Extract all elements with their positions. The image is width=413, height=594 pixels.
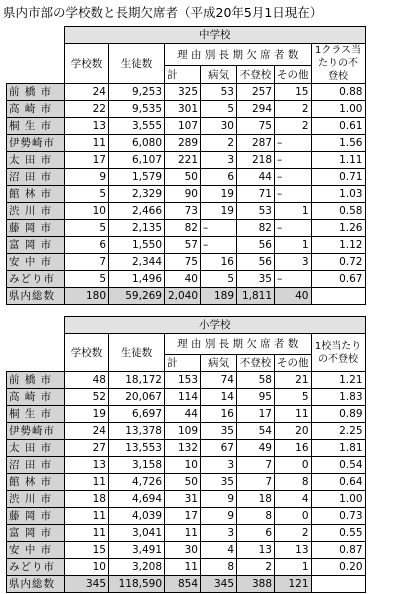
cell-truancy: 2 [237, 559, 275, 576]
city-name: 藤 岡 市 [7, 508, 65, 525]
table-row [7, 474, 366, 491]
table-row [7, 203, 366, 220]
cell-truancy: 7 [237, 474, 275, 491]
middle-school-table [6, 26, 366, 305]
cell-truancy: 95 [237, 389, 275, 406]
cell-schools: 10 [65, 203, 109, 220]
city-name: みどり市 [7, 271, 65, 288]
cell-illness: 5 [201, 101, 237, 118]
cell-other: 0 [275, 508, 312, 525]
cell-total: 11 [165, 559, 201, 576]
cell-students: 3,491 [109, 542, 165, 559]
cell-ratio: 0.87 [311, 542, 365, 559]
col-schools-header: 学校数 [65, 334, 109, 372]
cell-students: 6,107 [109, 152, 165, 169]
cell-total: 57 [165, 237, 201, 254]
cell-other: 1 [275, 237, 312, 254]
cell-total: 11 [165, 525, 201, 542]
cell-truancy: 17 [237, 406, 275, 423]
col-students-header: 生徒数 [109, 334, 165, 372]
cell-students: 2,344 [109, 254, 165, 271]
table-row [7, 423, 366, 440]
corner-blank [7, 317, 65, 372]
city-name: 太 田 市 [7, 440, 65, 457]
cell-students: 9,535 [109, 101, 165, 118]
cell-other: 2 [275, 118, 312, 135]
cell-illness: 74 [201, 372, 237, 389]
city-name: 高 崎 市 [7, 389, 65, 406]
cell-ratio: 1.00 [311, 101, 365, 118]
cell-illness: 16 [201, 406, 237, 423]
cell-other: 1 [275, 559, 312, 576]
table-row [7, 525, 366, 542]
cell-illness: 2 [201, 135, 237, 152]
cell-other: – [275, 186, 312, 203]
col-reason-group-header: 理 由 別 長 期 欠 席 者 数 [165, 44, 312, 66]
cell-schools: 10 [65, 559, 109, 576]
city-name: 前 橋 市 [7, 84, 65, 101]
col-other-header: その他 [275, 355, 312, 372]
cell-truancy: 56 [237, 237, 275, 254]
city-name: 館 林 市 [7, 474, 65, 491]
section-header-row [7, 317, 366, 334]
cell-students: 3,041 [109, 525, 165, 542]
cell-other: 11 [275, 406, 312, 423]
cell-truancy: 294 [237, 101, 275, 118]
table-row [7, 542, 366, 559]
cell-other: 2 [275, 525, 312, 542]
cell-illness: – [201, 237, 237, 254]
cell-truancy: 8 [237, 508, 275, 525]
cell-truancy: 75 [237, 118, 275, 135]
cell-ratio: 0.71 [311, 169, 365, 186]
col-illness-header: 病気 [201, 355, 237, 372]
cell-students: 3,208 [109, 559, 165, 576]
cell-other: – [275, 271, 312, 288]
cell-other: 0 [275, 457, 312, 474]
cell-illness: 3 [201, 152, 237, 169]
total-ratio [311, 288, 365, 305]
cell-schools: 9 [65, 169, 109, 186]
cell-students: 4,726 [109, 474, 165, 491]
total-truancy: 388 [237, 576, 275, 593]
cell-ratio: 1.83 [311, 389, 365, 406]
total-students: 118,590 [109, 576, 165, 593]
table-row [7, 118, 366, 135]
cell-ratio: 0.61 [311, 118, 365, 135]
cell-total: 50 [165, 474, 201, 491]
col-truancy-header: 不登校 [237, 66, 275, 84]
cell-other: 8 [275, 474, 312, 491]
cell-total: 114 [165, 389, 201, 406]
cell-schools: 13 [65, 457, 109, 474]
cell-other: – [275, 135, 312, 152]
cell-truancy: 58 [237, 372, 275, 389]
cell-ratio: 0.72 [311, 254, 365, 271]
city-name: 富 岡 市 [7, 525, 65, 542]
total-truancy: 1,811 [237, 288, 275, 305]
table-row [7, 457, 366, 474]
total-schools: 345 [65, 576, 109, 593]
cell-schools: 15 [65, 542, 109, 559]
cell-truancy: 44 [237, 169, 275, 186]
cell-students: 20,067 [109, 389, 165, 406]
cell-other: 4 [275, 491, 312, 508]
cell-truancy: 287 [237, 135, 275, 152]
total-other: 40 [275, 288, 312, 305]
cell-students: 4,694 [109, 491, 165, 508]
elementary-school-table [6, 316, 366, 593]
table-row [7, 271, 366, 288]
cell-schools: 5 [65, 271, 109, 288]
cell-total: 31 [165, 491, 201, 508]
cell-truancy: 71 [237, 186, 275, 203]
cell-illness: 30 [201, 118, 237, 135]
cell-total: 50 [165, 169, 201, 186]
col-illness-header: 病気 [201, 66, 237, 84]
cell-total: 301 [165, 101, 201, 118]
cell-ratio: 0.67 [311, 271, 365, 288]
cell-truancy: 7 [237, 457, 275, 474]
cell-truancy: 35 [237, 271, 275, 288]
cell-total: 221 [165, 152, 201, 169]
cell-ratio: 0.20 [311, 559, 365, 576]
cell-students: 2,135 [109, 220, 165, 237]
cell-truancy: 13 [237, 542, 275, 559]
cell-total: 153 [165, 372, 201, 389]
cell-ratio: 1.11 [311, 152, 365, 169]
cell-total: 17 [165, 508, 201, 525]
cell-illness: 6 [201, 169, 237, 186]
cell-other: 20 [275, 423, 312, 440]
table-row [7, 440, 366, 457]
corner-blank [7, 27, 65, 84]
cell-truancy: 218 [237, 152, 275, 169]
table-row [7, 372, 366, 389]
cell-ratio: 1.03 [311, 186, 365, 203]
cell-other: – [275, 220, 312, 237]
cell-students: 2,466 [109, 203, 165, 220]
cell-ratio: 0.54 [311, 457, 365, 474]
table-row [7, 135, 366, 152]
cell-schools: 7 [65, 254, 109, 271]
table-row [7, 508, 366, 525]
cell-schools: 17 [65, 152, 109, 169]
cell-schools: 6 [65, 237, 109, 254]
cell-schools: 18 [65, 491, 109, 508]
col-reason-group-header: 理 由 別 長 期 欠 席 者 数 [165, 334, 312, 355]
total-label: 県内総数 [7, 288, 65, 305]
cell-students: 1,550 [109, 237, 165, 254]
cell-students: 2,329 [109, 186, 165, 203]
cell-other: 21 [275, 372, 312, 389]
cell-other: 15 [275, 84, 312, 101]
cell-students: 18,172 [109, 372, 165, 389]
city-name: 安 中 市 [7, 542, 65, 559]
table-row [7, 237, 366, 254]
cell-illness: 5 [201, 271, 237, 288]
cell-schools: 27 [65, 440, 109, 457]
cell-ratio: 1.81 [311, 440, 365, 457]
cell-other: 16 [275, 440, 312, 457]
cell-schools: 24 [65, 423, 109, 440]
cell-other: 2 [275, 101, 312, 118]
cell-ratio: 1.00 [311, 491, 365, 508]
cell-ratio: 0.89 [311, 406, 365, 423]
total-label: 県内総数 [7, 576, 65, 593]
cell-students: 1,496 [109, 271, 165, 288]
cell-illness: 4 [201, 542, 237, 559]
cell-total: 82 [165, 220, 201, 237]
cell-total: 132 [165, 440, 201, 457]
cell-ratio: 2.25 [311, 423, 365, 440]
cell-schools: 5 [65, 220, 109, 237]
cell-schools: 19 [65, 406, 109, 423]
city-name: 桐 生 市 [7, 406, 65, 423]
cell-illness: 3 [201, 525, 237, 542]
cell-truancy: 18 [237, 491, 275, 508]
cell-ratio: 0.58 [311, 203, 365, 220]
cell-other: 13 [275, 542, 312, 559]
col-students-header: 生徒数 [109, 44, 165, 84]
cell-schools: 13 [65, 118, 109, 135]
cell-total: 44 [165, 406, 201, 423]
cell-illness: 35 [201, 423, 237, 440]
total-schools: 180 [65, 288, 109, 305]
cell-other: 3 [275, 254, 312, 271]
table-row [7, 254, 366, 271]
cell-illness: 8 [201, 559, 237, 576]
city-name: 藤 岡 市 [7, 220, 65, 237]
cell-illness: 67 [201, 440, 237, 457]
total-ratio [311, 576, 365, 593]
cell-illness: 9 [201, 508, 237, 525]
cell-students: 1,579 [109, 169, 165, 186]
cell-truancy: 54 [237, 423, 275, 440]
cell-total: 325 [165, 84, 201, 101]
cell-illness: 9 [201, 491, 237, 508]
cell-total: 107 [165, 118, 201, 135]
col-schools-header: 学校数 [65, 44, 109, 84]
cell-total: 75 [165, 254, 201, 271]
cell-illness: – [201, 220, 237, 237]
cell-students: 13,378 [109, 423, 165, 440]
cell-schools: 22 [65, 101, 109, 118]
total-illness: 345 [201, 576, 237, 593]
table-row [7, 559, 366, 576]
table-row [7, 84, 366, 101]
cell-illness: 14 [201, 389, 237, 406]
cell-schools: 11 [65, 525, 109, 542]
cell-illness: 19 [201, 186, 237, 203]
city-name: 沼 田 市 [7, 169, 65, 186]
cell-other: – [275, 169, 312, 186]
city-name: 富 岡 市 [7, 237, 65, 254]
table-row [7, 389, 366, 406]
city-name: みどり市 [7, 559, 65, 576]
cell-schools: 11 [65, 135, 109, 152]
col-other-header: その他 [275, 66, 312, 84]
city-name: 渋 川 市 [7, 491, 65, 508]
table-row [7, 220, 366, 237]
total-row [7, 576, 366, 593]
cell-ratio: 1.56 [311, 135, 365, 152]
cell-total: 40 [165, 271, 201, 288]
city-name: 伊勢崎市 [7, 423, 65, 440]
cell-truancy: 53 [237, 203, 275, 220]
cell-students: 4,039 [109, 508, 165, 525]
cell-total: 90 [165, 186, 201, 203]
city-name: 桐 生 市 [7, 118, 65, 135]
cell-schools: 52 [65, 389, 109, 406]
cell-students: 13,553 [109, 440, 165, 457]
cell-total: 289 [165, 135, 201, 152]
cell-other: 5 [275, 389, 312, 406]
table-row [7, 152, 366, 169]
cell-schools: 11 [65, 474, 109, 491]
cell-illness: 35 [201, 474, 237, 491]
section-header-row [7, 27, 366, 44]
cell-total: 109 [165, 423, 201, 440]
cell-ratio: 0.64 [311, 474, 365, 491]
cell-truancy: 56 [237, 254, 275, 271]
col-ratio-header: 1校当たりの不登校 [311, 334, 365, 372]
table-row [7, 406, 366, 423]
cell-schools: 11 [65, 508, 109, 525]
total-total: 2,040 [165, 288, 201, 305]
cell-total: 30 [165, 542, 201, 559]
cell-schools: 48 [65, 372, 109, 389]
cell-schools: 5 [65, 186, 109, 203]
cell-students: 3,555 [109, 118, 165, 135]
section-title: 中学校 [65, 27, 366, 44]
cell-illness: 19 [201, 203, 237, 220]
cell-illness: 3 [201, 457, 237, 474]
city-name: 伊勢崎市 [7, 135, 65, 152]
city-name: 高 崎 市 [7, 101, 65, 118]
city-name: 館 林 市 [7, 186, 65, 203]
col-total-header: 計 [165, 66, 201, 84]
total-row [7, 288, 366, 305]
cell-ratio: 1.21 [311, 372, 365, 389]
col-ratio-header: 1クラス当たりの不登校 [311, 44, 365, 84]
cell-truancy: 49 [237, 440, 275, 457]
table-row [7, 101, 366, 118]
section-title: 小学校 [65, 317, 366, 334]
cell-schools: 24 [65, 84, 109, 101]
cell-ratio: 1.12 [311, 237, 365, 254]
cell-ratio: 0.55 [311, 525, 365, 542]
cell-students: 3,158 [109, 457, 165, 474]
total-illness: 189 [201, 288, 237, 305]
cell-truancy: 257 [237, 84, 275, 101]
city-name: 太 田 市 [7, 152, 65, 169]
total-students: 59,269 [109, 288, 165, 305]
city-name: 前 橋 市 [7, 372, 65, 389]
total-other: 121 [275, 576, 312, 593]
city-name: 渋 川 市 [7, 203, 65, 220]
cell-other: 1 [275, 203, 312, 220]
col-truancy-header: 不登校 [237, 355, 275, 372]
cell-total: 73 [165, 203, 201, 220]
cell-students: 6,080 [109, 135, 165, 152]
cell-truancy: 6 [237, 525, 275, 542]
table-row [7, 169, 366, 186]
cell-total: 10 [165, 457, 201, 474]
page-title: 県内市部の学校数と長期欠席者（平成20年5月1日現在） [3, 5, 323, 20]
cell-students: 6,697 [109, 406, 165, 423]
table-row [7, 186, 366, 203]
cell-truancy: 82 [237, 220, 275, 237]
cell-ratio: 1.26 [311, 220, 365, 237]
total-total: 854 [165, 576, 201, 593]
cell-ratio: 0.88 [311, 84, 365, 101]
cell-students: 9,253 [109, 84, 165, 101]
city-name: 沼 田 市 [7, 457, 65, 474]
col-total-header: 計 [165, 355, 201, 372]
cell-ratio: 0.73 [311, 508, 365, 525]
table-row [7, 491, 366, 508]
cell-illness: 53 [201, 84, 237, 101]
cell-other: – [275, 152, 312, 169]
cell-illness: 16 [201, 254, 237, 271]
city-name: 安 中 市 [7, 254, 65, 271]
